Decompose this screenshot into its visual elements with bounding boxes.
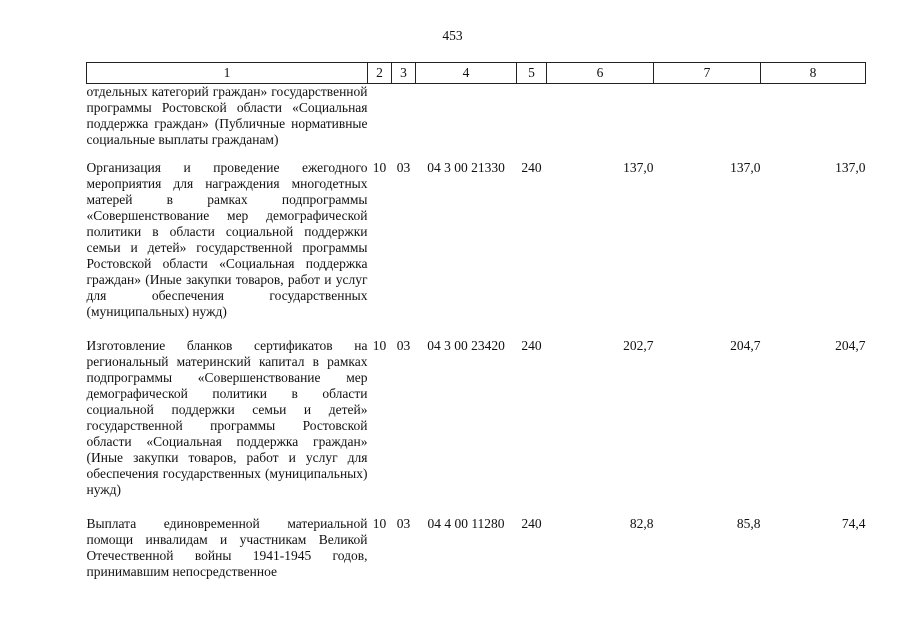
row-expense-type: 240 [521,160,542,175]
table-header-row [87,63,866,84]
row-description: Организация и проведение ежегодного мероприятия для награждения многодетных матерей в рамках подпрограммы «Совершенствование мер демографической политики в области социальной поддержки семьи и детей» государственной программы Ростовской области «Социальная поддержка граждан» (Иные закупки товаров, работ и услуг для обеспечения государственных (муниципальных) нужд) [86,160,368,319]
row-amount-col7 [654,84,761,161]
page-number: 453 [442,28,463,43]
row-section: 10 [372,338,387,353]
row-subsection: 03 [396,160,411,175]
header-col-6: 6 [547,63,654,84]
row-description: отдельных категорий граждан» государственной программы Ростовской области «Социальная поддержка граждан» (Публичные нормативные социальные выплаты гражданам) [86,84,368,147]
row-amount-col6: 202,7 [623,338,654,353]
row-section [368,84,392,161]
header-col-3: 3 [392,63,416,84]
row-description: Выплата единовременной материальной помощи инвалидам и участникам Великой Отечественной войны 1941-1945 годов, принимавшим непосредственное [86,516,368,579]
row-amount-col8: 74,4 [841,516,866,531]
row-amount-col8: 137,0 [835,160,866,175]
header-col-7: 7 [654,63,761,84]
row-subsection: 03 [396,338,411,353]
table-row [87,84,866,161]
row-amount-col6: 82,8 [629,516,654,531]
row-amount-col6: 137,0 [623,160,654,175]
row-amount-col7: 204,7 [730,338,761,353]
row-subsection [392,84,416,161]
row-description: Изготовление бланков сертификатов на региональный материнский капитал в рамках подпрограммы «Совершенствование мер демографической политики в области социальной поддержки семьи и детей» государственной программы Ростовской области «Социальная поддержка граждан» (Иные закупки товаров, работ и услуг для обеспечения государственных (муниципальных) нужд) [86,338,368,497]
row-amount-col7: 137,0 [730,160,761,175]
row-amount-col6 [547,84,654,161]
row-section: 10 [372,516,387,531]
table-row [87,516,866,580]
header-col-1: 1 [87,63,368,84]
row-subsection: 03 [396,516,411,531]
row-target-article: 04 3 00 21330 [427,160,505,175]
row-amount-col8 [761,84,866,161]
header-col-5: 5 [517,63,547,84]
header-col-4: 4 [416,63,517,84]
row-amount-col7: 85,8 [736,516,761,531]
row-expense-type [517,84,547,161]
row-target-article [416,84,517,161]
header-col-2: 2 [368,63,392,84]
table-row [87,160,866,338]
row-section: 10 [372,160,387,175]
row-target-article: 04 4 00 11280 [427,516,505,531]
header-col-8: 8 [761,63,866,84]
row-amount-col8: 204,7 [835,338,866,353]
row-expense-type: 240 [521,516,542,531]
table-row [87,338,866,516]
row-expense-type: 240 [521,338,542,353]
budget-table [86,62,866,580]
row-target-article: 04 3 00 23420 [427,338,505,353]
